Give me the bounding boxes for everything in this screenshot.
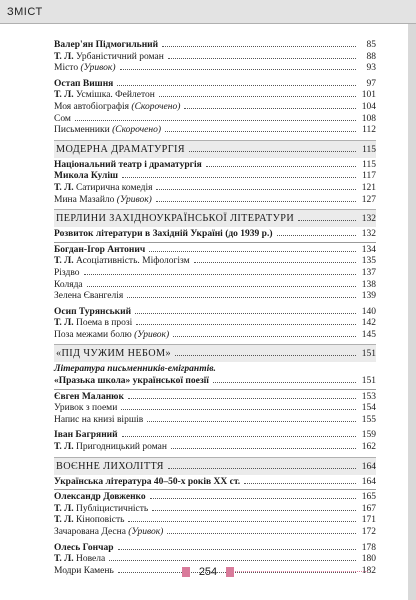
entry-title — [54, 527, 165, 539]
toc-entry-bold — [54, 160, 376, 172]
entry-title — [54, 477, 242, 489]
toc-entry-work — [54, 504, 376, 516]
entry-title — [54, 504, 150, 516]
entry-text: Кіноповість — [73, 515, 125, 526]
entry-title — [54, 63, 118, 75]
toc-entry-author — [54, 307, 376, 319]
toc-entry-author — [54, 430, 376, 442]
toc-entry-work — [54, 114, 376, 126]
entry-page: 164 — [361, 476, 376, 487]
entry-title — [54, 566, 116, 578]
toc-entry-author — [54, 171, 376, 183]
entry-page: 115 — [362, 144, 376, 155]
entry-text: Богдан-Ігор Антонич — [54, 244, 146, 255]
section-heading — [54, 457, 376, 475]
entry-text: Валер'ян Підмогильний — [54, 40, 159, 50]
entry-title — [54, 330, 171, 342]
toc-entry-author — [54, 40, 376, 52]
entry-text: МОДЕРНА ДРАМАТУРГІЯ — [56, 143, 185, 155]
entry-title — [54, 52, 166, 64]
leader-dots — [128, 398, 356, 399]
divider — [54, 489, 376, 490]
entry-page: 139 — [361, 291, 376, 302]
leader-dots — [213, 382, 356, 383]
entry-title — [54, 256, 192, 268]
leader-dots — [168, 468, 356, 469]
leader-dots — [156, 189, 356, 190]
entry-title — [54, 307, 133, 319]
leader-dots — [135, 313, 356, 314]
leader-dots — [109, 560, 356, 561]
leader-dots — [244, 483, 356, 484]
entry-text: Микола Куліш — [54, 171, 119, 182]
entry-prefix: Т. Л. — [54, 182, 74, 193]
entry-text: Коляда — [54, 279, 83, 290]
leader-dots — [162, 46, 356, 47]
entry-page: 115 — [362, 159, 376, 170]
leader-dots — [184, 108, 356, 109]
toc-entry-bold — [54, 229, 376, 241]
leader-dots — [118, 549, 357, 550]
divider — [54, 242, 376, 243]
toc-entry-work — [54, 268, 376, 280]
entry-prefix: Т. Л. — [54, 256, 74, 267]
entry-text: Сатирична комедія — [73, 182, 153, 193]
toc-entry-author — [54, 543, 376, 555]
entry-title — [54, 114, 73, 126]
toc-entry-work — [54, 256, 376, 268]
leader-dots — [122, 436, 356, 437]
leader-dots — [150, 498, 356, 499]
toc-entry-work — [54, 442, 376, 454]
leader-dots — [87, 286, 356, 287]
entry-text: Новела — [73, 554, 106, 565]
entry-page: 178 — [361, 542, 376, 553]
leader-dots — [189, 151, 356, 152]
entry-page: 97 — [366, 78, 376, 89]
page-number: 254 — [182, 563, 234, 581]
entry-text: Література письменників-емігрантів. — [54, 364, 216, 375]
leader-dots — [175, 355, 356, 356]
entry-title — [54, 195, 154, 207]
toc-entry-bold — [54, 376, 376, 388]
entry-page: 151 — [361, 376, 376, 387]
leader-dots — [127, 297, 356, 298]
toc-entry-author — [54, 492, 376, 504]
toc-entry-author — [54, 245, 376, 257]
entry-text: Напис на книзі віршів — [54, 414, 144, 425]
leader-dots — [122, 177, 356, 178]
leader-dots — [167, 533, 356, 534]
entry-title — [54, 280, 85, 292]
leader-dots — [194, 262, 356, 263]
entry-title — [54, 403, 119, 415]
toc-entry-work — [54, 515, 376, 527]
toc-entry-work — [54, 125, 376, 137]
entry-prefix: Т. Л. — [54, 515, 74, 526]
entry-title — [54, 515, 126, 527]
toc-entry-work — [54, 403, 376, 415]
leader-dots — [147, 421, 356, 422]
toc-entry-work — [54, 52, 376, 64]
leader-dots — [149, 251, 356, 252]
section-heading — [54, 140, 376, 158]
leader-dots — [75, 120, 356, 121]
entry-title — [54, 554, 107, 566]
entry-title — [54, 141, 187, 158]
entry-page: 153 — [361, 391, 376, 402]
entry-page: 132 — [361, 229, 376, 240]
toc-entry-work — [54, 183, 376, 195]
entry-text: Зелена Євангелія — [54, 291, 124, 302]
leader-dots — [128, 521, 356, 522]
entry-text: Розвиток літератури в Західній Україні (до 1939 р.) — [54, 229, 273, 240]
entry-page: 132 — [361, 214, 376, 225]
entry-note: (Скорочено) — [131, 101, 181, 112]
entry-text: «ПІД ЧУЖИМ НЕБОМ» — [56, 348, 171, 360]
entry-note: (Уривок) — [80, 63, 116, 74]
entry-text: Різдво — [54, 267, 80, 278]
entry-page: 112 — [362, 125, 376, 136]
entry-title — [54, 245, 147, 257]
entry-page: 155 — [361, 414, 376, 425]
entry-title — [54, 376, 211, 388]
entry-page: 88 — [366, 51, 376, 62]
entry-text: Уривок з поеми — [54, 403, 118, 414]
entry-text: Модри Камень — [54, 565, 114, 576]
toc-entry-work — [54, 63, 376, 75]
leader-dots — [298, 220, 356, 221]
entry-title — [54, 543, 116, 555]
toc-entry-bi — [54, 364, 376, 376]
entry-title — [54, 40, 160, 52]
leader-dots — [165, 131, 356, 132]
entry-page: 127 — [361, 194, 376, 205]
entry-title — [54, 229, 275, 241]
entry-page: 108 — [361, 113, 376, 124]
entry-page: 121 — [361, 182, 376, 193]
entry-page: 171 — [361, 515, 376, 526]
entry-title — [54, 492, 148, 504]
divider — [54, 389, 376, 390]
entry-page: 164 — [361, 461, 376, 472]
entry-title — [54, 318, 134, 330]
entry-title — [54, 125, 163, 137]
entry-page: 142 — [361, 318, 376, 329]
entry-text: Національний театр і драматургія — [54, 159, 202, 170]
leader-dots — [117, 85, 356, 86]
entry-page: 138 — [361, 279, 376, 290]
entry-prefix: Т. Л. — [54, 503, 74, 514]
leader-dots — [121, 409, 356, 410]
entry-text: Зачарована Десна — [54, 527, 129, 537]
entry-title — [54, 392, 126, 404]
entry-title — [54, 210, 296, 227]
entry-title — [54, 415, 145, 427]
section-heading — [54, 344, 376, 362]
toc-entry-work — [54, 280, 376, 292]
entry-page: 137 — [361, 267, 376, 278]
header-title: ЗМІСТ — [7, 6, 43, 18]
entry-title — [54, 430, 120, 442]
entry-note: (Уривок) — [128, 527, 164, 537]
page-header — [0, 0, 416, 24]
page-edge-bar — [408, 24, 416, 600]
entry-note: (Уривок) — [134, 329, 170, 340]
entry-page: 162 — [361, 442, 376, 453]
toc-entry-work — [54, 318, 376, 330]
entry-text: Олесь Гончар — [54, 542, 114, 553]
entry-page: 154 — [361, 403, 376, 414]
entry-text: Сом — [54, 113, 71, 124]
entry-page: 104 — [361, 101, 376, 112]
entry-text: Поза межами болю — [54, 329, 135, 340]
toc-entry-work — [54, 527, 376, 539]
entry-title — [54, 171, 120, 183]
entry-note: (Скорочено) — [112, 125, 162, 136]
toc-entry-work — [54, 195, 376, 207]
entry-title — [54, 442, 169, 454]
entry-title — [54, 345, 173, 362]
leader-dots — [173, 336, 356, 337]
entry-text: ВОЄННЕ ЛИХОЛІТТЯ — [56, 460, 164, 472]
toc-entry-work — [54, 415, 376, 427]
entry-page: 151 — [361, 349, 376, 360]
entry-text: Остап Вишня — [54, 78, 114, 89]
entry-text: ПЕРЛИНИ ЗАХІДНОУКРАЇНСЬКОЇ ЛІТЕРАТУРИ — [56, 213, 295, 225]
leader-dots — [171, 448, 356, 449]
entry-title — [54, 183, 154, 195]
entry-note: (Уривок) — [116, 194, 152, 205]
entry-page: 167 — [361, 503, 376, 514]
entry-page: 134 — [361, 244, 376, 255]
entry-text: Олександр Довженко — [54, 492, 146, 503]
toc-entry-work — [54, 102, 376, 114]
leader-dots — [156, 201, 356, 202]
toc-entry-bold — [54, 477, 376, 489]
entry-page: 85 — [366, 40, 376, 50]
entry-page: 93 — [366, 63, 376, 74]
entry-page: 182 — [361, 565, 376, 576]
entry-text: Усмішка. Фейлетон — [73, 90, 155, 101]
entry-text: Місто — [54, 63, 81, 74]
leader-dots — [152, 510, 356, 511]
entry-text: Публіцистичність — [73, 503, 149, 514]
section-heading — [54, 209, 376, 227]
entry-title — [54, 291, 125, 303]
entry-page: 140 — [361, 306, 376, 317]
entry-title — [54, 458, 166, 475]
toc-entry-work — [54, 90, 376, 102]
entry-text: Поема в прозі — [73, 318, 133, 329]
entry-title — [54, 364, 218, 376]
leader-dots — [84, 274, 356, 275]
entry-page: 165 — [361, 492, 376, 503]
entry-text: Асоціативність. Міфологізм — [73, 256, 190, 267]
entry-page: 172 — [361, 527, 376, 537]
entry-text: Мина Мазайло — [54, 194, 117, 205]
entry-prefix: Т. Л. — [54, 554, 74, 565]
entry-title — [54, 90, 157, 102]
entry-title — [54, 102, 182, 114]
table-of-contents — [54, 40, 376, 577]
entry-page: 101 — [361, 90, 376, 101]
entry-page: 117 — [362, 171, 376, 182]
entry-title — [54, 268, 82, 280]
entry-prefix: Т. Л. — [54, 442, 74, 453]
toc-entry-author — [54, 79, 376, 91]
entry-title — [54, 160, 204, 172]
entry-text: Українська література 40–50-х років XX ст. — [54, 476, 241, 487]
footer-ornament — [230, 571, 368, 573]
entry-text: Осип Турянський — [54, 306, 132, 317]
toc-entry-author — [54, 392, 376, 404]
leader-dots — [168, 58, 356, 59]
leader-dots — [206, 166, 356, 167]
entry-page: 159 — [361, 430, 376, 441]
entry-page: 180 — [361, 554, 376, 565]
entry-text: Євген Маланюк — [54, 391, 124, 402]
header-rule — [0, 23, 416, 24]
entry-text: Урбаністичний роман — [73, 51, 164, 62]
entry-page: 145 — [361, 329, 376, 340]
entry-prefix: Т. Л. — [54, 90, 74, 101]
toc-entry-work — [54, 330, 376, 342]
leader-dots — [136, 324, 356, 325]
entry-text: Письменники — [54, 125, 113, 136]
entry-text: Пригодницький роман — [73, 442, 167, 453]
leader-dots — [120, 69, 357, 70]
toc-entry-work — [54, 291, 376, 303]
entry-title — [54, 79, 115, 91]
entry-page: 135 — [361, 256, 376, 267]
leader-dots — [159, 96, 356, 97]
entry-prefix: Т. Л. — [54, 318, 74, 329]
entry-text: Іван Багряний — [54, 430, 118, 441]
entry-text: Моя автобіографія — [54, 101, 132, 112]
entry-prefix: Т. Л. — [54, 51, 74, 62]
entry-text: «Празька школа» української поезії — [54, 376, 209, 387]
leader-dots — [277, 235, 357, 236]
